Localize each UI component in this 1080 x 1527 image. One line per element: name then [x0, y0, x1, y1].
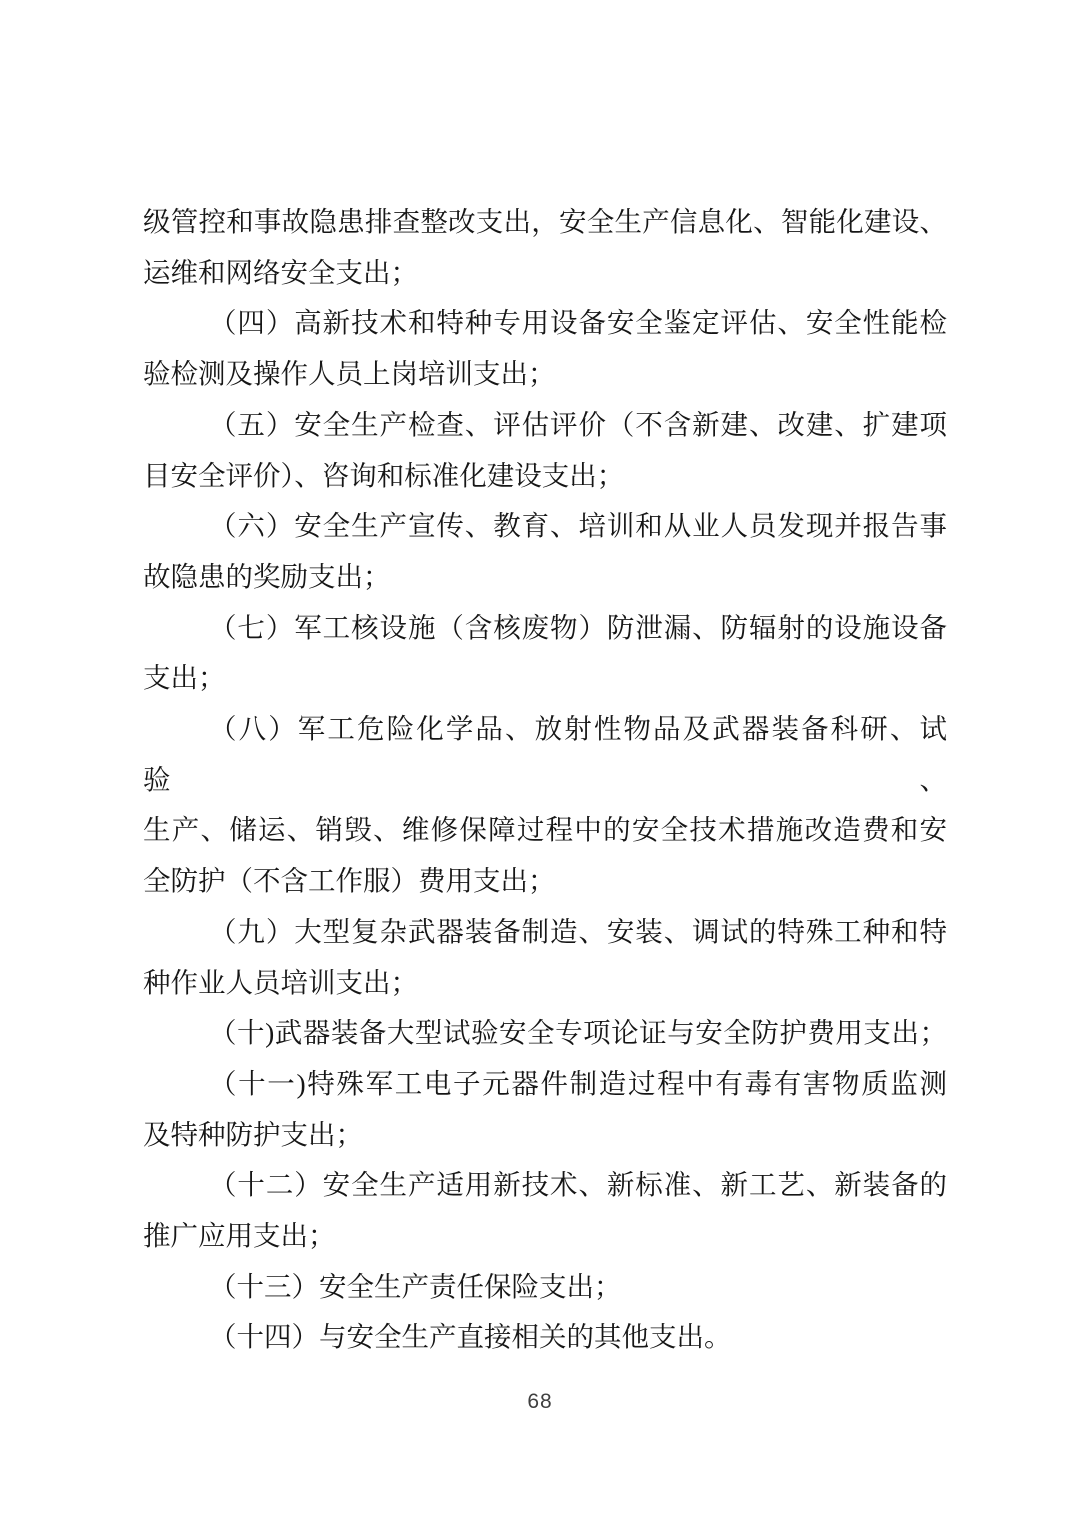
text-line: （十一)特殊军工电子元器件制造过程中有毒有害物质监测	[209, 1067, 947, 1099]
text-line: （十二）安全生产适用新技术、新标准、新工艺、新装备的	[209, 1169, 947, 1201]
text-line: （十四）与安全生产直接相关的其他支出。	[209, 1321, 732, 1353]
text-line: 运维和网络安全支出；	[143, 256, 418, 288]
text-line: （十)武器装备大型试验安全专项论证与安全防护费用支出；	[209, 1017, 947, 1049]
text-line: 生产、储运、销毁、维修保障过程中的安全技术措施改造费和安	[143, 814, 947, 846]
text-line: （六）安全生产宣传、教育、培训和从业人员发现并报告事	[209, 510, 947, 542]
text-line: 推广应用支出；	[143, 1220, 336, 1252]
text-line: （八）军工危险化学品、放射性物品及武器装备科研、试验、	[143, 713, 947, 795]
page-number: 68	[527, 1390, 553, 1413]
text-line: （四）高新技术和特种专用设备安全鉴定评估、安全性能检	[209, 307, 947, 339]
text-line: 级管控和事故隐患排查整改支出，安全生产信息化、智能化建设、	[143, 206, 947, 237]
text-line: 支出；	[143, 662, 226, 694]
text-line: （九）大型复杂武器装备制造、安装、调试的特殊工种和特	[209, 915, 947, 947]
text-line: （十三）安全生产责任保险支出；	[209, 1270, 622, 1302]
text-line: 故隐患的奖励支出；	[143, 560, 391, 592]
text-line: 目安全评价）、咨询和标准化建设支出；	[143, 459, 625, 491]
text-line: 及特种防护支出；	[143, 1118, 363, 1150]
text-line: （五）安全生产检查、评估评价（不含新建、改建、扩建项	[209, 408, 947, 440]
text-line: 种作业人员培训支出；	[143, 966, 418, 998]
document-body	[143, 197, 947, 1363]
text-line: （七）军工核设施（含核废物）防泄漏、防辐射的设施设备	[209, 611, 947, 643]
text-line: 验检测及操作人员上岗培训支出；	[143, 358, 556, 390]
text-line: 全防护（不含工作服）费用支出；	[143, 865, 556, 897]
